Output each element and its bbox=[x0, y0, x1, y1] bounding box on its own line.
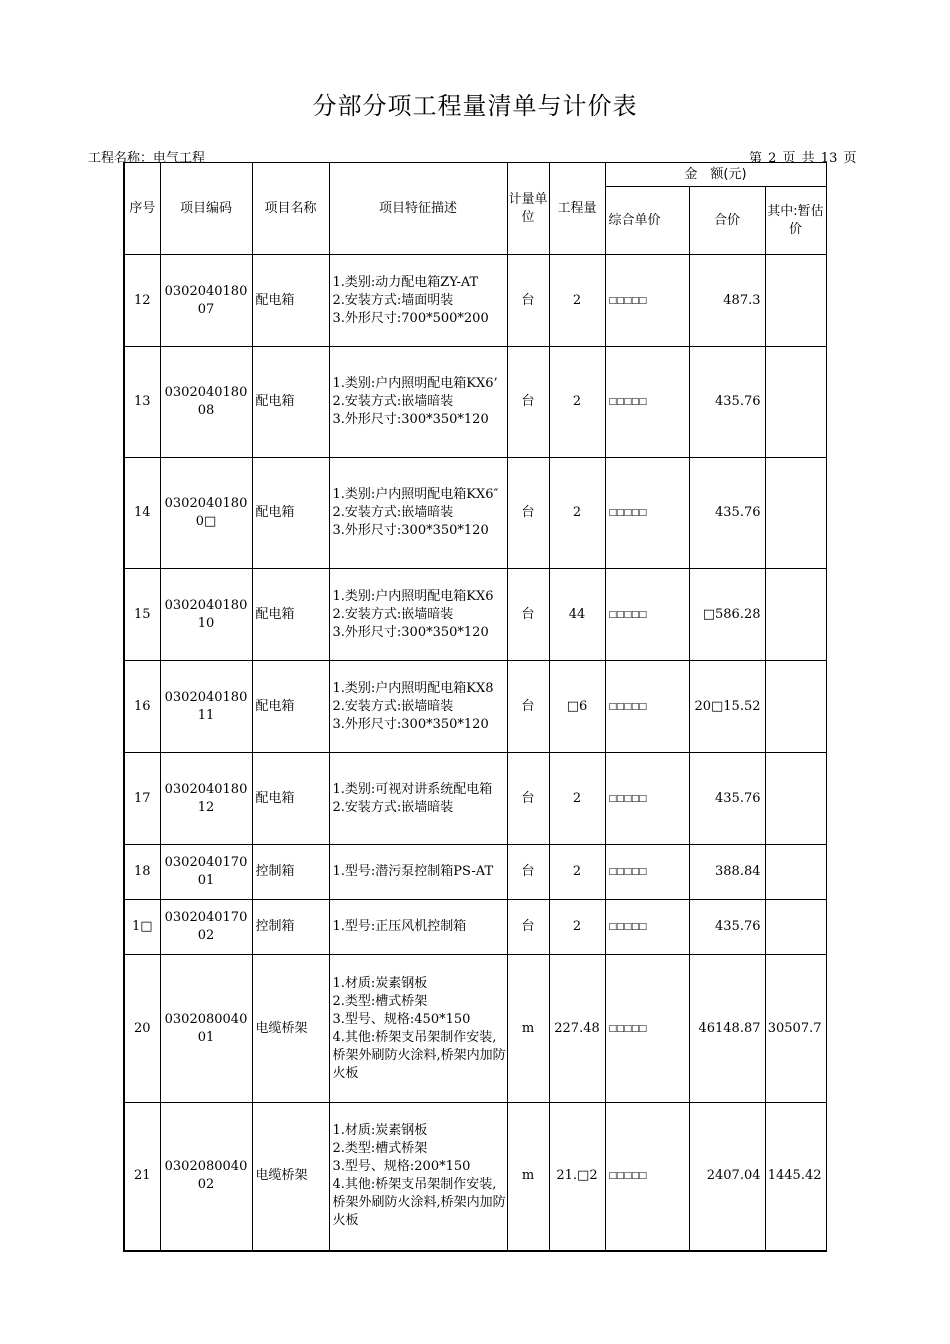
cell-code: 030204018007 bbox=[160, 255, 252, 347]
cell-code: 030204018011 bbox=[160, 661, 252, 753]
cell-seq: 16 bbox=[124, 661, 160, 753]
cell-unit: m bbox=[507, 1103, 549, 1251]
table-body bbox=[124, 255, 826, 1251]
cell-provisional bbox=[765, 900, 826, 955]
cell-provisional bbox=[765, 753, 826, 845]
cell-seq: 12 bbox=[124, 255, 160, 347]
table-row bbox=[124, 458, 826, 569]
cell-provisional bbox=[765, 569, 826, 661]
cell-code: 030204018012 bbox=[160, 753, 252, 845]
cell-provisional bbox=[765, 255, 826, 347]
cell-unit-price: □□□□□ bbox=[605, 1103, 689, 1251]
table-row bbox=[124, 255, 826, 347]
header-unit: 计量单位 bbox=[507, 163, 549, 255]
table-row bbox=[124, 661, 826, 753]
cell-unit-price: □□□□□ bbox=[605, 753, 689, 845]
cell-desc: 1.类别:户内照明配电箱KX6″ 2.安装方式:嵌墙暗装 3.外形尺寸:300*350*120 bbox=[329, 458, 507, 569]
cell-total: 20□15.52 bbox=[689, 661, 765, 753]
cell-unit-price: □□□□□ bbox=[605, 255, 689, 347]
table-row bbox=[124, 900, 826, 955]
cell-desc: 1.型号:潜污泵控制箱PS-AT bbox=[329, 845, 507, 900]
cell-unit-price: □□□□□ bbox=[605, 845, 689, 900]
cell-provisional bbox=[765, 458, 826, 569]
cell-name: 电缆桥架 bbox=[252, 1103, 329, 1251]
cell-code: 030204018010 bbox=[160, 569, 252, 661]
cell-name: 配电箱 bbox=[252, 753, 329, 845]
cell-name: 控制箱 bbox=[252, 845, 329, 900]
bill-of-quantities-table bbox=[123, 162, 827, 1252]
cell-desc: 1.类别:户内照明配电箱KX8 2.安装方式:嵌墙暗装 3.外形尺寸:300*350*120 bbox=[329, 661, 507, 753]
cell-desc: 1.类别:户内照明配电箱KX6 2.安装方式:嵌墙暗装 3.外形尺寸:300*350*120 bbox=[329, 569, 507, 661]
cell-total: 2407.04 bbox=[689, 1103, 765, 1251]
cell-unit: 台 bbox=[507, 347, 549, 458]
header-name: 项目名称 bbox=[252, 163, 329, 255]
page-number: 第 2 页 共 13 页 bbox=[749, 151, 857, 166]
cell-unit: 台 bbox=[507, 845, 549, 900]
cell-code: 030204017001 bbox=[160, 845, 252, 900]
cell-qty: 2 bbox=[549, 255, 605, 347]
cell-total: 435.76 bbox=[689, 900, 765, 955]
header-total: 合价 bbox=[689, 187, 765, 255]
page-title: 分部分项工程量清单与计价表 bbox=[312, 92, 638, 120]
cell-provisional: 1445.42 bbox=[765, 1103, 826, 1251]
cell-total: 435.76 bbox=[689, 347, 765, 458]
table-row bbox=[124, 569, 826, 661]
table-row bbox=[124, 955, 826, 1103]
header-unit-price: 综合单价 bbox=[605, 187, 689, 255]
cell-desc: 1.类别:户内照明配电箱KX6’ 2.安装方式:嵌墙暗装 3.外形尺寸:300*350*120 bbox=[329, 347, 507, 458]
cell-seq: 18 bbox=[124, 845, 160, 900]
cell-name: 配电箱 bbox=[252, 661, 329, 753]
cell-qty: 21.□2 bbox=[549, 1103, 605, 1251]
cell-unit: 台 bbox=[507, 569, 549, 661]
cell-qty: □6 bbox=[549, 661, 605, 753]
header-amount: 金 额(元) bbox=[605, 163, 826, 187]
cell-provisional bbox=[765, 845, 826, 900]
cell-total: 435.76 bbox=[689, 458, 765, 569]
cell-seq: 15 bbox=[124, 569, 160, 661]
cell-qty: 2 bbox=[549, 458, 605, 569]
cell-qty: 227.48 bbox=[549, 955, 605, 1103]
cell-unit-price: □□□□□ bbox=[605, 661, 689, 753]
project-name-label: 工程名称：电气工程 bbox=[88, 151, 206, 166]
cell-qty: 2 bbox=[549, 845, 605, 900]
cell-unit: 台 bbox=[507, 255, 549, 347]
cell-provisional bbox=[765, 661, 826, 753]
cell-name: 配电箱 bbox=[252, 569, 329, 661]
cell-seq: 21 bbox=[124, 1103, 160, 1251]
cell-provisional bbox=[765, 347, 826, 458]
cell-unit-price: □□□□□ bbox=[605, 900, 689, 955]
table-row bbox=[124, 753, 826, 845]
cell-unit: 台 bbox=[507, 900, 549, 955]
cell-name: 配电箱 bbox=[252, 347, 329, 458]
cell-seq: 13 bbox=[124, 347, 160, 458]
header-provisional: 其中:暂估价 bbox=[765, 187, 826, 255]
cell-seq: 1□ bbox=[124, 900, 160, 955]
cell-name: 配电箱 bbox=[252, 458, 329, 569]
cell-unit-price: □□□□□ bbox=[605, 458, 689, 569]
table-row bbox=[124, 347, 826, 458]
cell-desc: 1.材质:炭素钢板 2.类型:槽式桥架 3.型号、规格:450*150 4.其他:桥架支吊架制作安装,桥架外刷防火涂料,桥架内加防火板 bbox=[329, 955, 507, 1103]
cell-seq: 20 bbox=[124, 955, 160, 1103]
cell-desc: 1.型号:正压风机控制箱 bbox=[329, 900, 507, 955]
table-row bbox=[124, 1103, 826, 1251]
cell-total: 46148.87 bbox=[689, 955, 765, 1103]
cell-qty: 44 bbox=[549, 569, 605, 661]
cell-qty: 2 bbox=[549, 347, 605, 458]
cell-provisional: 30507.7 bbox=[765, 955, 826, 1103]
cell-seq: 17 bbox=[124, 753, 160, 845]
cell-total: 435.76 bbox=[689, 753, 765, 845]
cell-unit: 台 bbox=[507, 753, 549, 845]
cell-unit-price: □□□□□ bbox=[605, 347, 689, 458]
cell-total: 487.3 bbox=[689, 255, 765, 347]
cell-name: 电缆桥架 bbox=[252, 955, 329, 1103]
cell-name: 配电箱 bbox=[252, 255, 329, 347]
table-row bbox=[124, 845, 826, 900]
cell-unit: 台 bbox=[507, 661, 549, 753]
cell-unit: m bbox=[507, 955, 549, 1103]
cell-unit-price: □□□□□ bbox=[605, 569, 689, 661]
cell-unit: 台 bbox=[507, 458, 549, 569]
cell-unit-price: □□□□□ bbox=[605, 955, 689, 1103]
cell-desc: 1.类别:可视对讲系统配电箱 2.安装方式:嵌墙暗装 bbox=[329, 753, 507, 845]
cell-code: 030208004001 bbox=[160, 955, 252, 1103]
cell-code: 03020401800□ bbox=[160, 458, 252, 569]
cell-total: □586.28 bbox=[689, 569, 765, 661]
cell-total: 388.84 bbox=[689, 845, 765, 900]
header-seq: 序号 bbox=[124, 163, 160, 255]
cell-code: 030204017002 bbox=[160, 900, 252, 955]
cell-seq: 14 bbox=[124, 458, 160, 569]
cell-qty: 2 bbox=[549, 900, 605, 955]
cell-name: 控制箱 bbox=[252, 900, 329, 955]
cell-qty: 2 bbox=[549, 753, 605, 845]
header-code: 项目编码 bbox=[160, 163, 252, 255]
cell-code: 030204018008 bbox=[160, 347, 252, 458]
header-qty: 工程量 bbox=[549, 163, 605, 255]
cell-desc: 1.类别:动力配电箱ZY-AT 2.安装方式:墙面明装 3.外形尺寸:700*500*200 bbox=[329, 255, 507, 347]
cell-desc: 1.材质:炭素钢板 2.类型:槽式桥架 3.型号、规格:200*150 4.其他:桥架支吊架制作安装,桥架外刷防火涂料,桥架内加防火板 bbox=[329, 1103, 507, 1251]
header-desc: 项目特征描述 bbox=[329, 163, 507, 255]
cell-code: 030208004002 bbox=[160, 1103, 252, 1251]
